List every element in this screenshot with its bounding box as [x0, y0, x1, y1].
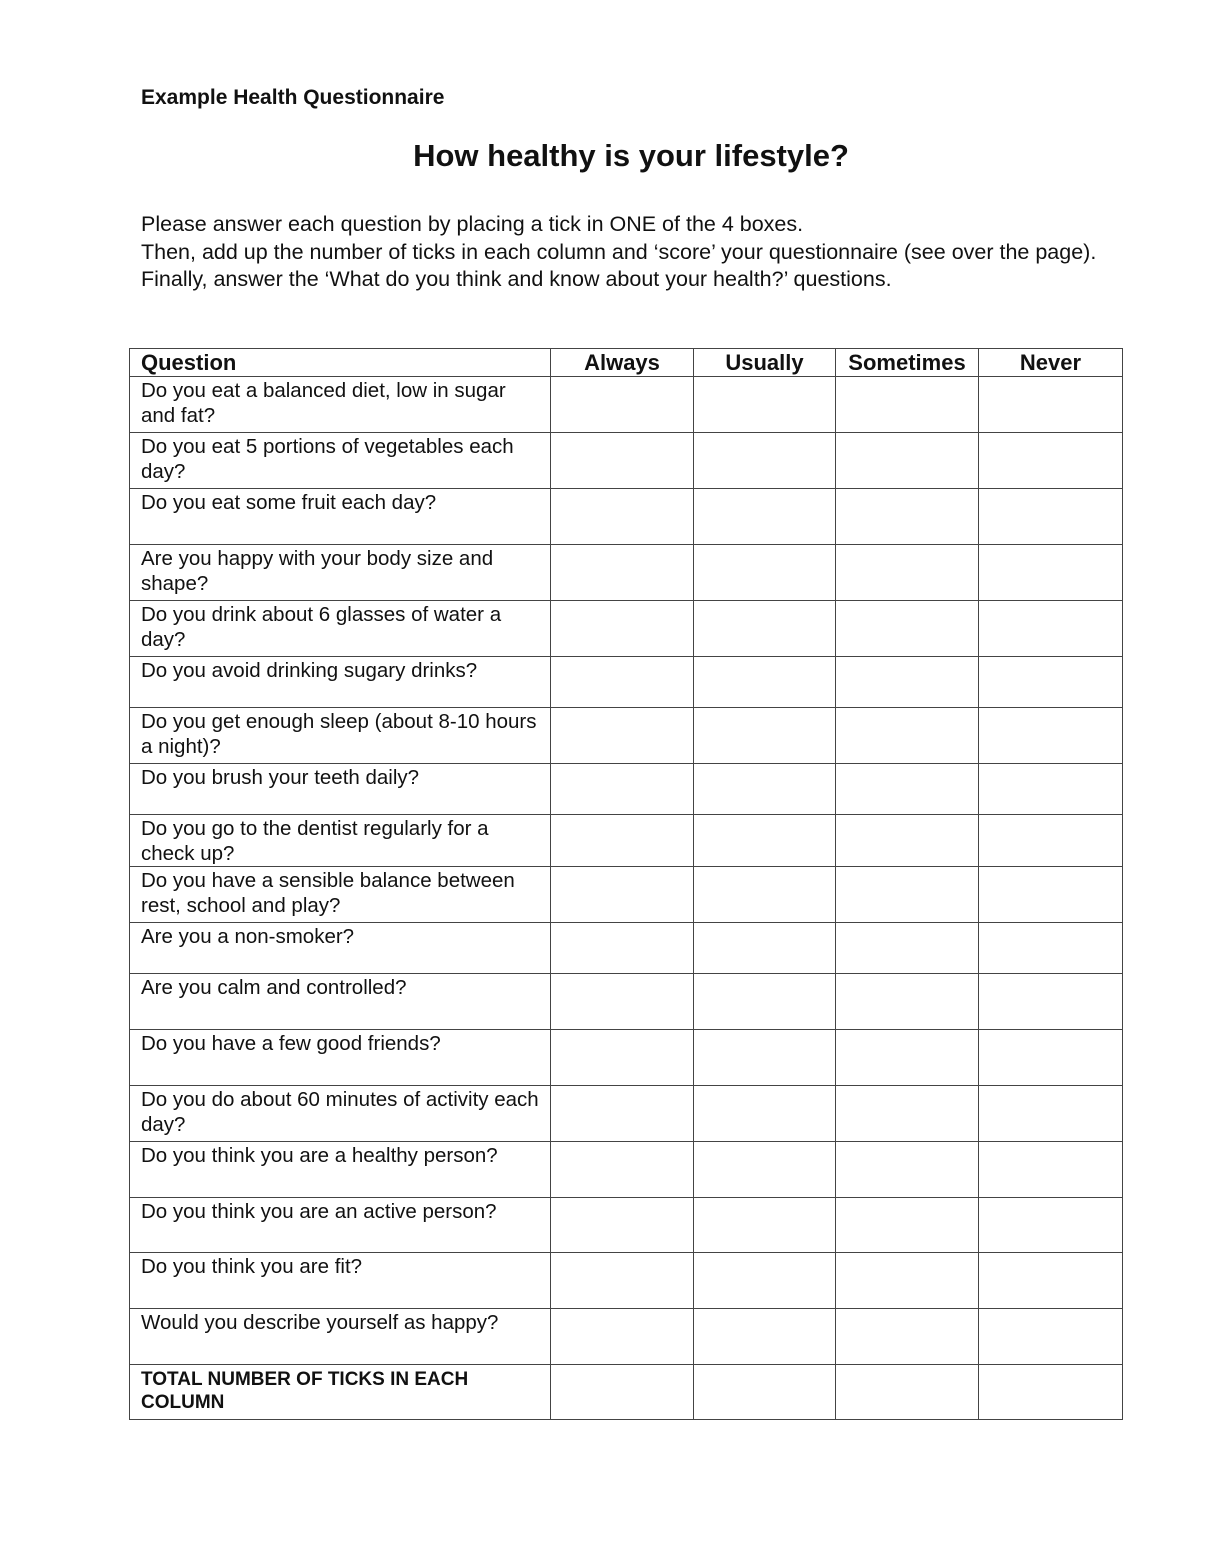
tick-box-never[interactable]	[979, 764, 1123, 815]
tick-box-usually[interactable]	[694, 1142, 836, 1198]
tick-box-always[interactable]	[551, 815, 694, 867]
tick-box-never[interactable]	[979, 867, 1123, 923]
tick-box-sometimes[interactable]	[836, 708, 979, 764]
instruction-line: Finally, answer the ‘What do you think and know about your health?’ questions.	[141, 267, 892, 291]
tick-box-sometimes[interactable]	[836, 1309, 979, 1365]
question-cell: Do you go to the dentist regularly for a check up?	[130, 815, 551, 867]
tick-box-never[interactable]	[979, 377, 1123, 433]
table-row	[130, 1142, 1123, 1198]
tick-box-usually[interactable]	[694, 377, 836, 433]
tick-box-usually[interactable]	[694, 1309, 836, 1365]
instruction-line: Please answer each question by placing a tick in ONE of the 4 boxes.	[141, 212, 804, 236]
tick-box-usually[interactable]	[694, 545, 836, 601]
tick-box-usually[interactable]	[694, 1198, 836, 1253]
tick-box-always[interactable]	[551, 657, 694, 708]
tick-box-always[interactable]	[551, 1030, 694, 1086]
tick-box-never[interactable]	[979, 974, 1123, 1030]
tick-box-never[interactable]	[979, 1086, 1123, 1142]
total-row	[130, 1365, 1123, 1420]
question-cell: Do you get enough sleep (about 8-10 hours a night)?	[130, 708, 551, 764]
question-cell: Do you eat 5 portions of vegetables each day?	[130, 433, 551, 489]
tick-box-usually[interactable]	[694, 815, 836, 867]
question-cell: Do you brush your teeth daily?	[130, 764, 551, 815]
tick-box-sometimes[interactable]	[836, 545, 979, 601]
tick-box-never[interactable]	[979, 923, 1123, 974]
table-row	[130, 708, 1123, 764]
table-row	[130, 923, 1123, 974]
tick-box-always[interactable]	[551, 489, 694, 545]
question-cell: Do you eat some fruit each day?	[130, 489, 551, 545]
document-label: Example Health Questionnaire	[141, 86, 445, 109]
tick-box-never[interactable]	[979, 433, 1123, 489]
table-row	[130, 764, 1123, 815]
tick-box-always[interactable]	[551, 545, 694, 601]
tick-box-usually[interactable]	[694, 923, 836, 974]
instruction-line: Then, add up the number of ticks in each column and ‘score’ your questionnaire (see over the page).	[141, 239, 1097, 264]
tick-box-sometimes[interactable]	[836, 489, 979, 545]
question-cell: Do you think you are an active person?	[130, 1198, 551, 1253]
tick-box-always[interactable]	[551, 867, 694, 923]
question-cell: Do you avoid drinking sugary drinks?	[130, 657, 551, 708]
table-row	[130, 545, 1123, 601]
tick-box-always[interactable]	[551, 1309, 694, 1365]
tick-box-never[interactable]	[979, 1309, 1123, 1365]
tick-box-usually[interactable]	[694, 433, 836, 489]
header-always: Always	[551, 349, 694, 377]
tick-box-never[interactable]	[979, 1030, 1123, 1086]
table-row	[130, 1030, 1123, 1086]
tick-box-sometimes[interactable]	[836, 974, 979, 1030]
question-cell: Do you think you are a healthy person?	[130, 1142, 551, 1198]
tick-box-sometimes[interactable]	[836, 1253, 979, 1309]
total-label: TOTAL NUMBER OF TICKS IN EACH COLUMN	[130, 1365, 551, 1420]
table-row	[130, 1086, 1123, 1142]
table-row	[130, 974, 1123, 1030]
tick-box-usually[interactable]	[694, 657, 836, 708]
tick-box-always[interactable]	[551, 1253, 694, 1309]
table-row	[130, 601, 1123, 657]
tick-box-sometimes[interactable]	[836, 1198, 979, 1253]
tick-box-sometimes[interactable]	[836, 923, 979, 974]
tick-box-sometimes[interactable]	[836, 1086, 979, 1142]
tick-box-never[interactable]	[979, 1253, 1123, 1309]
tick-box-never[interactable]	[979, 489, 1123, 545]
header-row	[130, 349, 1123, 377]
header-question: Question	[130, 349, 551, 377]
tick-box-sometimes[interactable]	[836, 601, 979, 657]
question-cell: Do you drink about 6 glasses of water a day?	[130, 601, 551, 657]
table-row	[130, 1198, 1123, 1253]
tick-box-usually[interactable]	[694, 1253, 836, 1309]
tick-box-always[interactable]	[551, 601, 694, 657]
page-title: How healthy is your lifestyle?	[413, 138, 849, 173]
tick-box-always[interactable]	[551, 377, 694, 433]
table-row	[130, 867, 1123, 923]
tick-box-usually[interactable]	[694, 1030, 836, 1086]
tick-box-never[interactable]	[979, 657, 1123, 708]
tick-box-always[interactable]	[551, 764, 694, 815]
question-cell: Do you eat a balanced diet, low in sugar and fat?	[130, 377, 551, 433]
tick-box-never[interactable]	[979, 545, 1123, 601]
total-box-sometimes[interactable]	[836, 1365, 979, 1420]
tick-box-always[interactable]	[551, 708, 694, 764]
tick-box-usually[interactable]	[694, 974, 836, 1030]
tick-box-never[interactable]	[979, 601, 1123, 657]
tick-box-always[interactable]	[551, 974, 694, 1030]
table-row	[130, 657, 1123, 708]
tick-box-sometimes[interactable]	[836, 433, 979, 489]
question-cell: Would you describe yourself as happy?	[130, 1309, 551, 1365]
tick-box-always[interactable]	[551, 923, 694, 974]
tick-box-always[interactable]	[551, 1086, 694, 1142]
table-row	[130, 1253, 1123, 1309]
header-never: Never	[979, 349, 1123, 377]
question-cell: Do you think you are fit?	[130, 1253, 551, 1309]
tick-box-usually[interactable]	[694, 489, 836, 545]
tick-box-always[interactable]	[551, 1198, 694, 1253]
tick-box-sometimes[interactable]	[836, 867, 979, 923]
instructions	[141, 211, 1131, 294]
question-cell: Are you a non-smoker?	[130, 923, 551, 974]
tick-box-never[interactable]	[979, 1142, 1123, 1198]
tick-box-usually[interactable]	[694, 1086, 836, 1142]
tick-box-sometimes[interactable]	[836, 764, 979, 815]
table-row	[130, 815, 1123, 867]
tick-box-usually[interactable]	[694, 708, 836, 764]
question-cell: Are you happy with your body size and shape?	[130, 545, 551, 601]
question-cell: Do you have a sensible balance between rest, school and play?	[130, 867, 551, 923]
header-usually: Usually	[694, 349, 836, 377]
tick-box-sometimes[interactable]	[836, 1142, 979, 1198]
questionnaire-table	[129, 348, 1123, 1420]
tick-box-usually[interactable]	[694, 867, 836, 923]
question-cell: Do you do about 60 minutes of activity each day?	[130, 1086, 551, 1142]
header-sometimes: Sometimes	[836, 349, 979, 377]
tick-box-sometimes[interactable]	[836, 815, 979, 867]
tick-box-always[interactable]	[551, 1142, 694, 1198]
question-cell: Do you have a few good friends?	[130, 1030, 551, 1086]
tick-box-sometimes[interactable]	[836, 1030, 979, 1086]
total-box-usually[interactable]	[694, 1365, 836, 1420]
table-row	[130, 433, 1123, 489]
total-box-never[interactable]	[979, 1365, 1123, 1420]
table-row	[130, 1309, 1123, 1365]
tick-box-always[interactable]	[551, 433, 694, 489]
tick-box-never[interactable]	[979, 708, 1123, 764]
tick-box-usually[interactable]	[694, 764, 836, 815]
question-cell: Are you calm and controlled?	[130, 974, 551, 1030]
tick-box-never[interactable]	[979, 815, 1123, 867]
tick-box-usually[interactable]	[694, 601, 836, 657]
tick-box-sometimes[interactable]	[836, 377, 979, 433]
tick-box-sometimes[interactable]	[836, 657, 979, 708]
table-row	[130, 377, 1123, 433]
table-row	[130, 489, 1123, 545]
total-box-always[interactable]	[551, 1365, 694, 1420]
tick-box-never[interactable]	[979, 1198, 1123, 1253]
